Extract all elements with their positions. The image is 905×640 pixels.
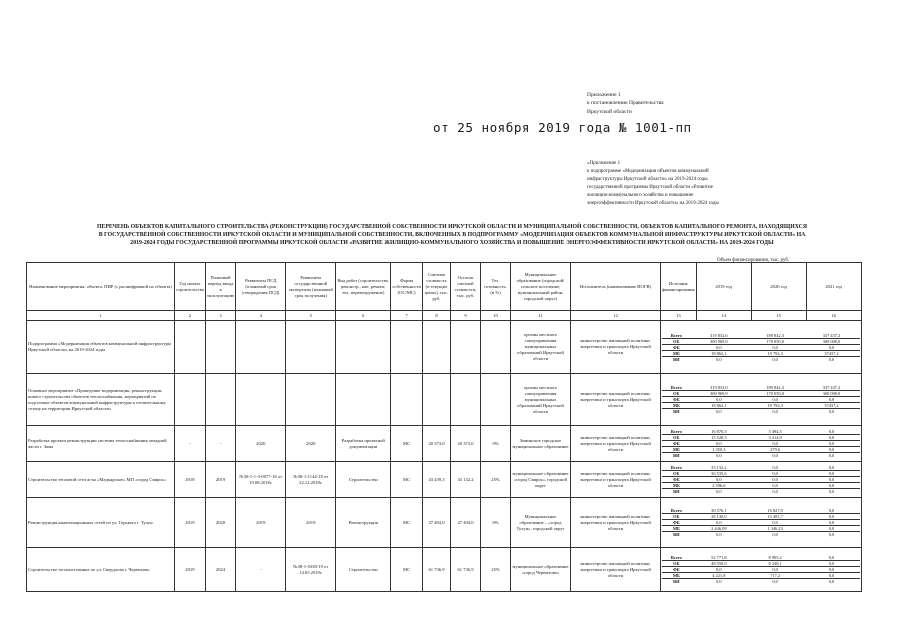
column-number: 2	[175, 311, 206, 321]
financing-value: 0,0	[747, 397, 803, 403]
financing-value: 337 437,2	[803, 333, 859, 339]
units-note: Объем финансирования, тыс. руб.	[717, 258, 790, 263]
financing-value: 337 437,2	[803, 385, 859, 391]
financing-row	[662, 453, 860, 459]
financing-value: 3 214,9	[747, 435, 803, 441]
financing-row	[662, 356, 860, 362]
cell-y1: -	[175, 426, 206, 462]
financing-value: 0,0	[772, 532, 778, 537]
financing-value: 37437,2	[803, 403, 859, 409]
column-number: 12	[571, 311, 661, 321]
financing-value: 0,0	[747, 567, 803, 573]
financing-value: 0,0	[747, 344, 803, 350]
column-number: 1	[27, 311, 175, 321]
column-header: Тех. готовность, (в %)	[481, 263, 511, 311]
financing-source: ВИ	[673, 356, 680, 362]
cell-exec: министерство жилищной политики, энергетики и транспорта Иркутской области	[571, 462, 661, 498]
cell-psd: №38-1-1-3-0077-18 от 19.08.2018г.	[236, 462, 286, 498]
financing-value: 0,0	[772, 356, 778, 362]
table-row	[27, 321, 862, 374]
cell-rest: 61 736,9	[451, 548, 481, 592]
financing-source: ВИ	[673, 453, 680, 458]
cell-y1: 2019	[175, 498, 206, 548]
financing-row	[662, 579, 860, 585]
cell-cost: 20 373,0	[423, 426, 451, 462]
table-row	[27, 498, 862, 548]
financing-value: 0,0	[803, 441, 859, 447]
financing-value: 0,0	[803, 447, 859, 453]
financing-value: 0,0	[828, 453, 835, 458]
cell-ready: 0%	[481, 426, 511, 462]
financing-value: 0,0	[803, 573, 859, 579]
financing-value: 15 481,7	[747, 514, 803, 520]
financing-source: ФБ	[662, 441, 691, 447]
financing-source: ФБ	[662, 477, 691, 483]
cell-exp: 2019	[286, 498, 336, 548]
financing-value: 189 842,3	[747, 385, 803, 391]
cell-work	[336, 374, 391, 426]
cell-name: Реконструкция канализационных сетей по ул. Горького г. Тулун	[27, 498, 175, 548]
financing-value: 0,0	[803, 435, 859, 441]
financing-value: 279,6	[747, 447, 803, 453]
annex-line: энергоэффективности Иркутской области» на 2019-2024 годы	[587, 200, 719, 206]
column-header: Наименование мероприятия, объекта, ПИР (с расшифровкой их объекта)	[27, 263, 175, 311]
financing-row	[662, 532, 860, 538]
financing-source: МБ	[662, 403, 691, 409]
cell-y2: -	[205, 426, 235, 462]
financing-value: 48 550,0	[691, 561, 747, 567]
financing-cell	[661, 426, 862, 462]
financing-source: МБ	[662, 447, 691, 453]
cell-cost: 61 736,9	[423, 548, 451, 592]
financing-value: 33 132,2	[691, 465, 747, 471]
financing-value: 0,0	[716, 579, 722, 584]
column-header: 2021 год	[806, 263, 861, 311]
financing-value: 0,0	[803, 514, 859, 520]
financing-value: 0,0	[803, 397, 859, 403]
financing-table	[662, 465, 860, 494]
financing-source: ФБ	[662, 397, 691, 403]
financing-value: 28 130,0	[691, 514, 747, 520]
financing-value: 2 446,09	[691, 526, 747, 532]
cell-name: Основное мероприятие «Проведение модернизации, реконструкции, нового строительства объектов теплоснабжения, мероприятий по подготовке объектов коммунальной инфраструктуры к отопительному сезону на территории Иркутской области»	[27, 374, 175, 426]
financing-value: 2 596,6	[691, 483, 747, 489]
objects-table	[26, 262, 862, 592]
column-number: 6	[336, 311, 391, 321]
title-line: ПЕРЕЧЕНЬ ОБЪЕКТОВ КАПИТАЛЬНОГО СТРОИТЕЛЬСТВА (РЕКОНСТРУКЦИИ) ГОСУДАРСТВЕННОЙ СОБСТВЕННОСТИ ИРКУТСКОЙ ОБЛАСТИ И МУНИЦИПАЛЬНОЙ СОБСТВЕННОСТИ, ОБЪЕКТОВ КАПИТАЛЬНОГО РЕМОНТА, НАХОДЯЩИХСЯ	[96, 224, 808, 230]
annex-line: государственной программы Иркутской области «Развитие	[587, 184, 713, 190]
financing-table	[662, 555, 860, 584]
financing-cell	[661, 498, 862, 548]
financing-table	[662, 333, 860, 362]
financing-value: 0,0	[772, 409, 778, 414]
financing-table	[662, 508, 860, 537]
financing-value: 0,0	[691, 567, 747, 573]
financing-value: 37437,2	[803, 350, 859, 356]
cell-rest	[451, 374, 481, 426]
cell-ready	[481, 321, 511, 374]
financing-value: 16 870,5	[691, 429, 747, 435]
annex-line: «Приложение 1	[587, 161, 621, 166]
cell-ready	[481, 374, 511, 426]
annex-line: к постановлению Правительства	[587, 100, 664, 107]
financing-value: 0,0	[828, 356, 835, 362]
financing-source: Всего	[662, 333, 691, 339]
financing-value: 3 494,5	[747, 429, 803, 435]
column-header: 2019 год	[696, 263, 751, 311]
financing-value: 8 965,2	[747, 555, 803, 561]
financing-value: 0,0	[828, 489, 835, 494]
financing-cell	[661, 548, 862, 592]
annex-line: инфраструктуры Иркутской области» на 2019-2024 годы	[587, 176, 708, 182]
financing-value: 15 528,3	[691, 435, 747, 441]
financing-value: 0,0	[691, 397, 747, 403]
cell-exp	[286, 321, 336, 374]
financing-source: ОБ	[662, 391, 691, 397]
financing-value: 0,0	[747, 465, 803, 471]
financing-source: ОБ	[662, 435, 691, 441]
column-header: Исполнитель (наименование ИОГВ)	[571, 263, 661, 311]
column-number: 4	[236, 311, 286, 321]
cell-own: МС	[391, 462, 423, 498]
financing-value: 19 792,3	[747, 350, 803, 356]
financing-value: 0,0	[716, 356, 722, 362]
financing-value: 717,2	[747, 573, 803, 579]
financing-source: МБ	[662, 483, 691, 489]
column-header: 2020 год	[751, 263, 806, 311]
column-number: 10	[481, 311, 511, 321]
column-number: 8	[423, 311, 451, 321]
cell-work: Реконструкция	[336, 498, 391, 548]
column-number-row	[27, 311, 862, 321]
financing-row	[662, 489, 860, 495]
financing-source: Всего	[662, 555, 691, 561]
cell-y2	[205, 321, 235, 374]
cell-work: Разработка проектной документации	[336, 426, 391, 462]
financing-source: ОБ	[662, 471, 691, 477]
financing-value: 0,0	[747, 441, 803, 447]
financing-value: 0,0	[803, 520, 859, 526]
column-number: 3	[205, 311, 235, 321]
table-row	[27, 374, 862, 426]
cell-exp: 2020	[286, 426, 336, 462]
financing-source: Всего	[662, 508, 691, 514]
financing-value: 0,0	[828, 579, 835, 584]
cell-y2: 2019	[205, 462, 235, 498]
table-row	[27, 548, 862, 592]
financing-value: 0,0	[716, 409, 722, 414]
financing-value: 16 827,9	[747, 508, 803, 514]
financing-value: 8 248,1	[747, 561, 803, 567]
financing-row	[662, 409, 860, 415]
cell-y1	[175, 321, 206, 374]
financing-source: ОБ	[662, 561, 691, 567]
financing-value: 30 535,6	[691, 471, 747, 477]
financing-value: 0,0	[803, 555, 859, 561]
cell-y2	[205, 374, 235, 426]
cell-ready: 25%	[481, 548, 511, 592]
cell-rest: 47 404,0	[451, 498, 481, 548]
cell-name: Строительство теплоисточника по ул. Свердлова г. Черемхово	[27, 548, 175, 592]
financing-source: ВИ	[673, 579, 680, 584]
financing-value: 0,0	[747, 477, 803, 483]
financing-value: 1 346,23	[747, 526, 803, 532]
column-number: 13	[661, 311, 697, 321]
cell-exp: №38-1-0338-19 от 14.05.2019г.	[286, 548, 336, 592]
financing-source: МБ	[662, 573, 691, 579]
cell-work: Строительство	[336, 548, 391, 592]
annex-header	[587, 91, 737, 116]
column-header: Форма собственности (ОС/МС)	[391, 263, 423, 311]
financing-table	[662, 385, 860, 414]
financing-value: 0,0	[803, 471, 859, 477]
cell-own	[391, 374, 423, 426]
cell-psd	[236, 374, 286, 426]
financing-value: 0,0	[747, 520, 803, 526]
cell-exec: министерство жилищной политики, энергетики и транспорта Иркутской области	[571, 498, 661, 548]
financing-value: 0,0	[691, 441, 747, 447]
cell-psd	[236, 321, 286, 374]
cell-exp	[286, 374, 336, 426]
cell-psd: 2019	[236, 498, 286, 548]
financing-source: МБ	[662, 526, 691, 532]
financing-value: 0,0	[772, 489, 778, 494]
table-row	[27, 426, 862, 462]
financing-value: 0,0	[828, 532, 835, 537]
financing-table	[662, 429, 860, 458]
financing-value: 0,0	[716, 489, 722, 494]
title-line: В ГОСУДАРСТВЕННОЙ СОБСТВЕННОСТИ ИРКУТСКОЙ ОБЛАСТИ И МУНИЦИПАЛЬНОЙ СОБСТВЕННОСТИ, ВКЛЮЧЕННЫХ В ПОДПРОГРАММУ «МОДЕРНИЗАЦИЯ ОБЪЕКТОВ КОММУНАЛЬНОЙ ИНФРАСТРУКТУРЫ ИРКУТСКОЙ ОБЛАСТИ» НА	[98, 232, 806, 239]
financing-source: ФБ	[662, 344, 691, 350]
financing-source: МБ	[662, 350, 691, 356]
financing-value: 170 050,0	[747, 338, 803, 344]
column-number: 7	[391, 311, 423, 321]
column-header: Плановый период ввода в эксплуатацию	[205, 263, 235, 311]
financing-value: 0,0	[803, 483, 859, 489]
financing-value: 0,0	[716, 453, 722, 458]
financing-value: 0,0	[772, 579, 778, 584]
financing-source: ФБ	[662, 520, 691, 526]
financing-value: 4 221,8	[691, 573, 747, 579]
cell-mo: органы местного самоуправления муниципальных образований Иркутской области	[511, 321, 571, 374]
financing-value: 0,0	[691, 344, 747, 350]
cell-own: МС	[391, 498, 423, 548]
column-header: Муниципальное образование (городской/сельское поселение, муниципальный район, городской округ)	[511, 263, 571, 311]
cell-rest: 33 132,2	[451, 462, 481, 498]
financing-source: ВИ	[673, 532, 680, 537]
cell-mo: органы местного самоуправления муниципальных образований Иркутской области	[511, 374, 571, 426]
financing-value: 300 000,0	[803, 338, 859, 344]
cell-work	[336, 321, 391, 374]
column-number: 16	[806, 311, 861, 321]
cell-own	[391, 321, 423, 374]
cell-cost	[423, 374, 451, 426]
financing-source: ВИ	[673, 489, 680, 494]
financing-value: 189 842,3	[747, 333, 803, 339]
cell-psd: 2020	[236, 426, 286, 462]
financing-source: Всего	[662, 385, 691, 391]
column-number: 15	[751, 311, 806, 321]
financing-source: Всего	[662, 465, 691, 471]
financing-source: ОБ	[662, 338, 691, 344]
financing-value: 319 832,0	[691, 385, 747, 391]
resolution-stamp: от 25 ноября 2019 года № 1001-пп	[433, 120, 692, 135]
cell-cost: 43 439,3	[423, 462, 451, 498]
financing-value: 0,0	[803, 477, 859, 483]
financing-value: 0,0	[803, 344, 859, 350]
column-number: 9	[451, 311, 481, 321]
column-header: Реквизиты ПСД (плановый срок утверждения ПСД)	[236, 263, 286, 311]
table-row	[27, 462, 862, 498]
cell-ready: 0%	[481, 498, 511, 548]
cell-own: МС	[391, 426, 423, 462]
cell-exec: министерство жилищной политики, энергетики и транспорта Иркутской области	[571, 321, 661, 374]
financing-value: 0,0	[716, 532, 722, 537]
financing-value: 300 000,0	[803, 391, 859, 397]
cell-mo: Зиминское городское муниципальное образование	[511, 426, 571, 462]
financing-value: 18 862,1	[691, 350, 747, 356]
cell-y2: 2020	[205, 498, 235, 548]
column-header: Год начала строительства	[175, 263, 206, 311]
financing-cell	[661, 374, 862, 426]
cell-cost	[423, 321, 451, 374]
cell-mo: муниципальное образование «город Черемхово»	[511, 548, 571, 592]
column-header: Остаток сметной стоимости, тыс. руб.	[451, 263, 481, 311]
cell-mo: муниципальное образование «город Свирск», городской округ	[511, 462, 571, 498]
cell-psd: -	[236, 548, 286, 592]
financing-value: 0,0	[803, 526, 859, 532]
column-header: Сметная стоимость (в текущих ценах), тыс. руб.	[423, 263, 451, 311]
financing-cell	[661, 321, 862, 374]
annex-line: жилищно-коммунального хозяйства и повышение	[587, 192, 694, 198]
cell-cost: 47 404,0	[423, 498, 451, 548]
financing-value: 0,0	[772, 453, 778, 458]
column-number: 5	[286, 311, 336, 321]
column-header: Реквизиты государственной экспертизы (плановый срок получения)	[286, 263, 336, 311]
financing-source: Всего	[662, 429, 691, 435]
table-header-row	[27, 263, 862, 311]
financing-source: ОБ	[662, 514, 691, 520]
financing-value: 300 969,9	[691, 338, 747, 344]
column-number: 11	[511, 311, 571, 321]
cell-ready: 25%	[481, 462, 511, 498]
cell-name: Разработка проекта реконструкции системы теплоснабжения западной части г. Зима	[27, 426, 175, 462]
financing-value: 52 771,8	[691, 555, 747, 561]
financing-source: ВИ	[673, 409, 680, 414]
financing-value: 0,0	[803, 567, 859, 573]
financing-source: ФБ	[662, 567, 691, 573]
financing-value: 19 792,3	[747, 403, 803, 409]
cell-y1: 2018	[175, 462, 206, 498]
cell-mo: Муниципальное образование – «город Тулун», городской округ	[511, 498, 571, 548]
financing-value: 0,0	[747, 483, 803, 489]
cell-exec: министерство жилищной политики, энергетики и транспорта Иркутской области	[571, 548, 661, 592]
cell-name: Подпрограмма «Модернизация объектов коммунальной инфраструктуры Иркутской области» на 2019-2024 годы	[27, 321, 175, 374]
financing-value: 170 050,0	[747, 391, 803, 397]
cell-rest: 20 373,0	[451, 426, 481, 462]
cell-rest	[451, 321, 481, 374]
annex-line: Иркутской области	[587, 108, 632, 115]
financing-value: 1 350,3	[691, 447, 747, 453]
financing-cell	[661, 462, 862, 498]
column-number: 14	[696, 311, 751, 321]
annex-line: к подпрограмме «Модернизация объектов коммунальной	[587, 168, 709, 174]
cell-y1	[175, 374, 206, 426]
financing-value: 0,0	[803, 508, 859, 514]
financing-value: 0,0	[803, 465, 859, 471]
financing-value: 18 862,1	[691, 403, 747, 409]
cell-exec: министерство жилищной политики, энергетики и транспорта Иркутской области	[571, 426, 661, 462]
financing-value: 0,0	[691, 477, 747, 483]
cell-exec: министерство жилищной политики, энергетики и транспорта Иркутской области	[571, 374, 661, 426]
cell-exp: №38-1-1144-18 от 22.12.2018г.	[286, 462, 336, 498]
annex-subheader	[587, 160, 832, 207]
cell-own: МС	[391, 548, 423, 592]
financing-value: 0,0	[803, 561, 859, 567]
financing-value: 0,0	[803, 429, 859, 435]
title-line: 2019-2024 ГОДЫ ГОСУДАРСТВЕННОЙ ПРОГРАММЫ ИРКУТСКОЙ ОБЛАСТИ «РАЗВИТИЕ ЖИЛИЩНО-КОММУНАЛЬНОГО ХОЗЯЙСТВА И ПОВЫШЕНИЕ ЭНЕРГОЭФФЕКТИВНОСТИ ИРКУТСКОЙ ОБЛАСТИ» НА 2019-2024 ГОДЫ	[130, 240, 774, 247]
financing-value: 0,0	[828, 409, 835, 414]
column-header: Вид работ (строительство, реконстр., кап. ремонт, тех. перевооружение)	[336, 263, 391, 311]
column-header: Источник финансирования	[661, 263, 697, 311]
financing-value: 0,0	[747, 471, 803, 477]
financing-value: 30 576,1	[691, 508, 747, 514]
financing-value: 319 832,6	[691, 333, 747, 339]
cell-y1: 2019	[175, 548, 206, 592]
cell-name: Строительство тепловой сети ж-ка «Мадъярское» МП «город Свирск»	[27, 462, 175, 498]
financing-value: 0,0	[691, 520, 747, 526]
cell-work: Строительство	[336, 462, 391, 498]
annex-line: Приложение 1	[587, 92, 621, 98]
cell-y2: 2024	[205, 548, 235, 592]
financing-value: 300 969,9	[691, 391, 747, 397]
document-title	[22, 223, 882, 248]
